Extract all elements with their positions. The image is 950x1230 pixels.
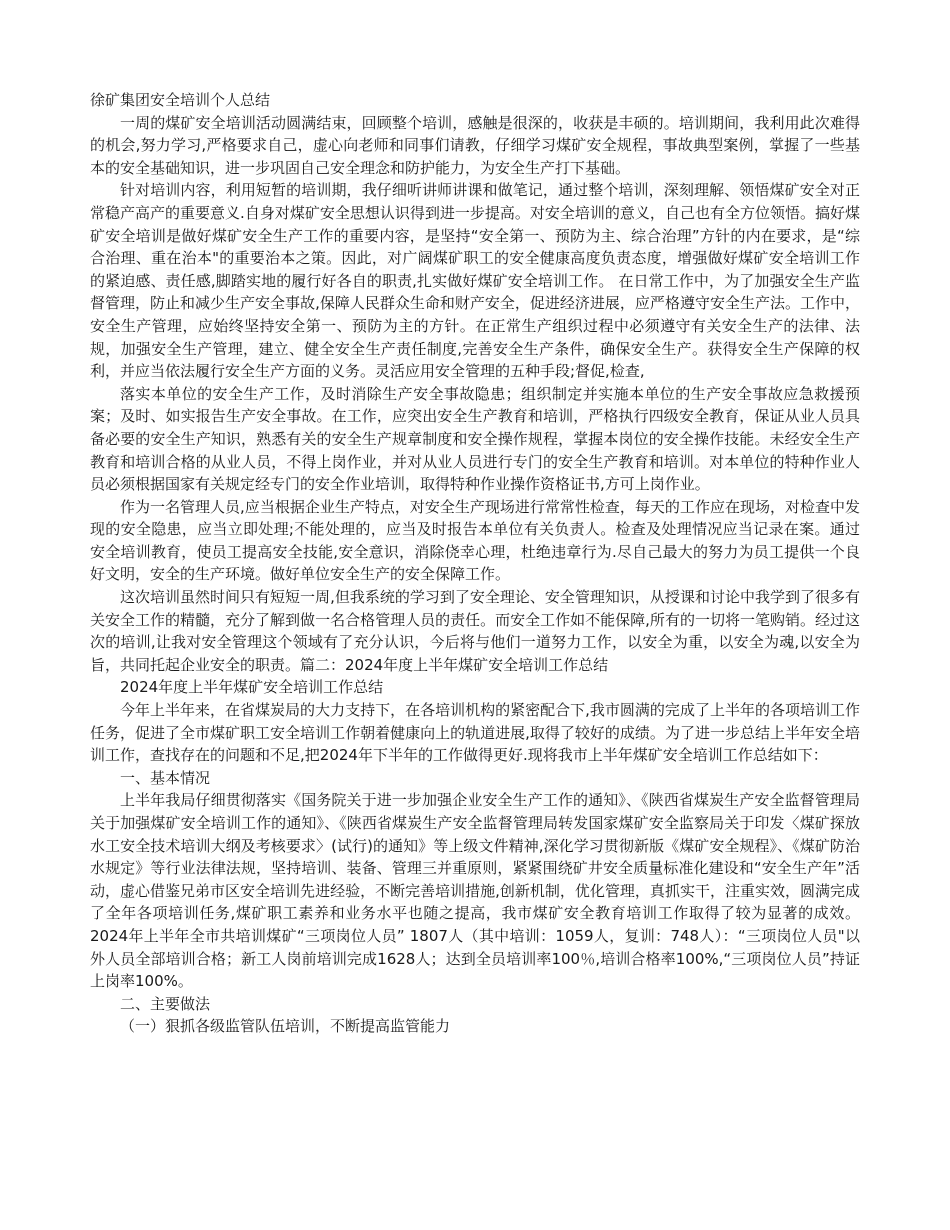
paragraph-manager-duty: 作为一名管理人员,应当根据企业生产特点，对安全生产现场进行常常性检查，每天的工作应在现场，对检查中发现的安全隐患，应当立即处理;不能处理的，应当及时报告本单位有关负责人。检查及处理情况应当记录在案。通过安全培训教育，使员工提高安全技能,安全意识，消除侥幸心理，杜绝违章行为.尽自己最大的努力为员工提供一个良好文明，安全的生产环境。做好单位安全生产的安全保障工作。 [90,497,860,584]
paragraph-implementation: 落实本单位的安全生产工作，及时消除生产安全事故隐患；组织制定并实施本单位的生产安全事故应急救援预案；及时、如实报告生产安全事故。在工作，应突出安全生产教育和培训，严格执行四级安全教育，保证从业人员具备必要的安全生产知识，熟悉有关的安全生产规章制度和安全操作规程，掌握本岗位的安全操作技能。未经安全生产教育和培训合格的从业人员，不得上岗作业，并对从业人员进行专门的安全生产教育和培训。对本单位的特种作业人员必须根据国家有关规定经专门的安全作业培训，取得特种作业操作资格证书,方可上岗作业。 [90,384,860,494]
paragraph-2024-intro: 今年上半年来，在省煤炭局的大力支持下，在各培训机构的紧密配合下,我市圆满的完成了上半年的各项培训工作任务，促进了全市煤矿职工安全培训工作朝着健康向上的轨道进展,取得了较好的成绩。为了进一步总结上半年安全培训工作，查找存在的问题和不足,把2024年下半年的工作做得更好.现将我市上半年煤矿安全培训工作总结如下： [90,701,860,765]
paragraph-conclusion: 这次培训虽然时间只有短短一周,但我系统的学习到了安全理论、安全管理知识，从授课和讨论中我学到了很多有关安全工作的精髓，充分了解到做一名合格管理人员的责任。而安全工作如不能保障,所有的一切将一笔购销。经过这次的培训,让我对安全管理这个领域有了充分认识，今后将与他们一道努力工作，以安全为重，以安全为魂,以安全为旨，共同托起企业安全的职责。篇二：2024年度上半年煤矿安全培训工作总结 [90,588,860,674]
heading-main-practices: 二、主要做法 [120,994,211,1013]
document-title: 徐矿集团安全培训个人总结 [90,91,271,109]
document-page [90,89,860,1038]
paragraph-intro: 一周的煤矿安全培训活动圆满结束，回顾整个培训，感触是很深的，收获是丰硕的。培训期间，我利用此次难得的机会,努力学习,严格要求自己，虚心向老师和同事们请教，仔细学习煤矿安全规程，事故典型案例，掌握了一些基本的安全基础知识，进一步巩固自己安全理念和防护能力，为安全生产打下基础。 [90,113,860,177]
subheading-supervision-training: （一）狠抓各级监管队伍培训，不断提高监管能力 [120,1017,451,1036]
paragraph-basic-situation: 上半年我局仔细贯彻落实《国务院关于进一步加强企业安全生产工作的通知》、《陕西省煤炭生产安全监督管理局关于加强煤矿安全培训工作的通知》、《陕西省煤炭生产安全监督管理局转发国家煤矿安全监察局关于印发〈煤矿探放水工安全技术培训大纲及考核要求〉(试行)的通知》等上级文件精神,深化学习贯彻新版《煤矿安全规程》、《煤矿防治水规定》等行业法律法规，坚持培训、装备、管理三并重原则，紧紧围绕矿井安全质量标准化建设和“安全生产年”活动，虚心借鉴兄弟市区安全培训先进经验，不断完善培训措施,创新机制，优化管理，真抓实干，注重实效，圆满完成了全年各项培训任务,煤矿职工素养和业务水平也随之提高，我市煤矿安全教育培训工作取得了较为显著的成效。2024年上半年全市共培训煤矿“三项岗位人员” 1807人（其中培训：1059人，复训：748人）：“三项岗位人员"以外人员全部培训合格；新工人岗前培训完成1628人；达到全员培训率100％,培训合格率100%,“三项岗位人员”持证上岗率100%。 [90,791,860,991]
paragraph-training-content: 针对培训内容，利用短暂的培训期，我仔细听讲师讲课和做笔记，通过整个培训，深刻理解、领悟煤矿安全对正常稳产高产的重要意义.自身对煤矿安全思想认识得到进一步提高。对安全培训的意义，自己也有全方位领悟。搞好煤矿安全培训是做好煤矿安全生产工作的重要内容，是坚持“安全第一、预防为主、综合治理”方针的内在要求，是“综合治理、重在治本"的重要治本之策。因此，对广阔煤矿职工的安全健康高度负责态度，增强做好煤矿安全培训工作的紧迫感、责任感,脚踏实地的履行好各自的职责,扎实做好煤矿安全培训工作。 在日常工作中，为了加强安全生产监督管理，防止和减少生产安全事故,保障人民群众生命和财产安全，促进经济进展，应严格遵守安全生产法。工作中，安全生产管理，应始终坚持安全第一、预防为主的方针。在正常生产组织过程中必须遵守有关安全生产的法律、法规，加强安全生产管理，建立、健全安全生产责任制度,完善安全生产条件，确保安全生产。获得安全生产保障的权利，并应当依法履行安全生产方面的义务。灵活应用安全管理的五种手段;督促,检查, [90,181,860,381]
section-title-2024: 2024年度上半年煤矿安全培训工作总结 [120,678,384,697]
heading-basic-situation: 一、基本情况 [120,768,211,787]
